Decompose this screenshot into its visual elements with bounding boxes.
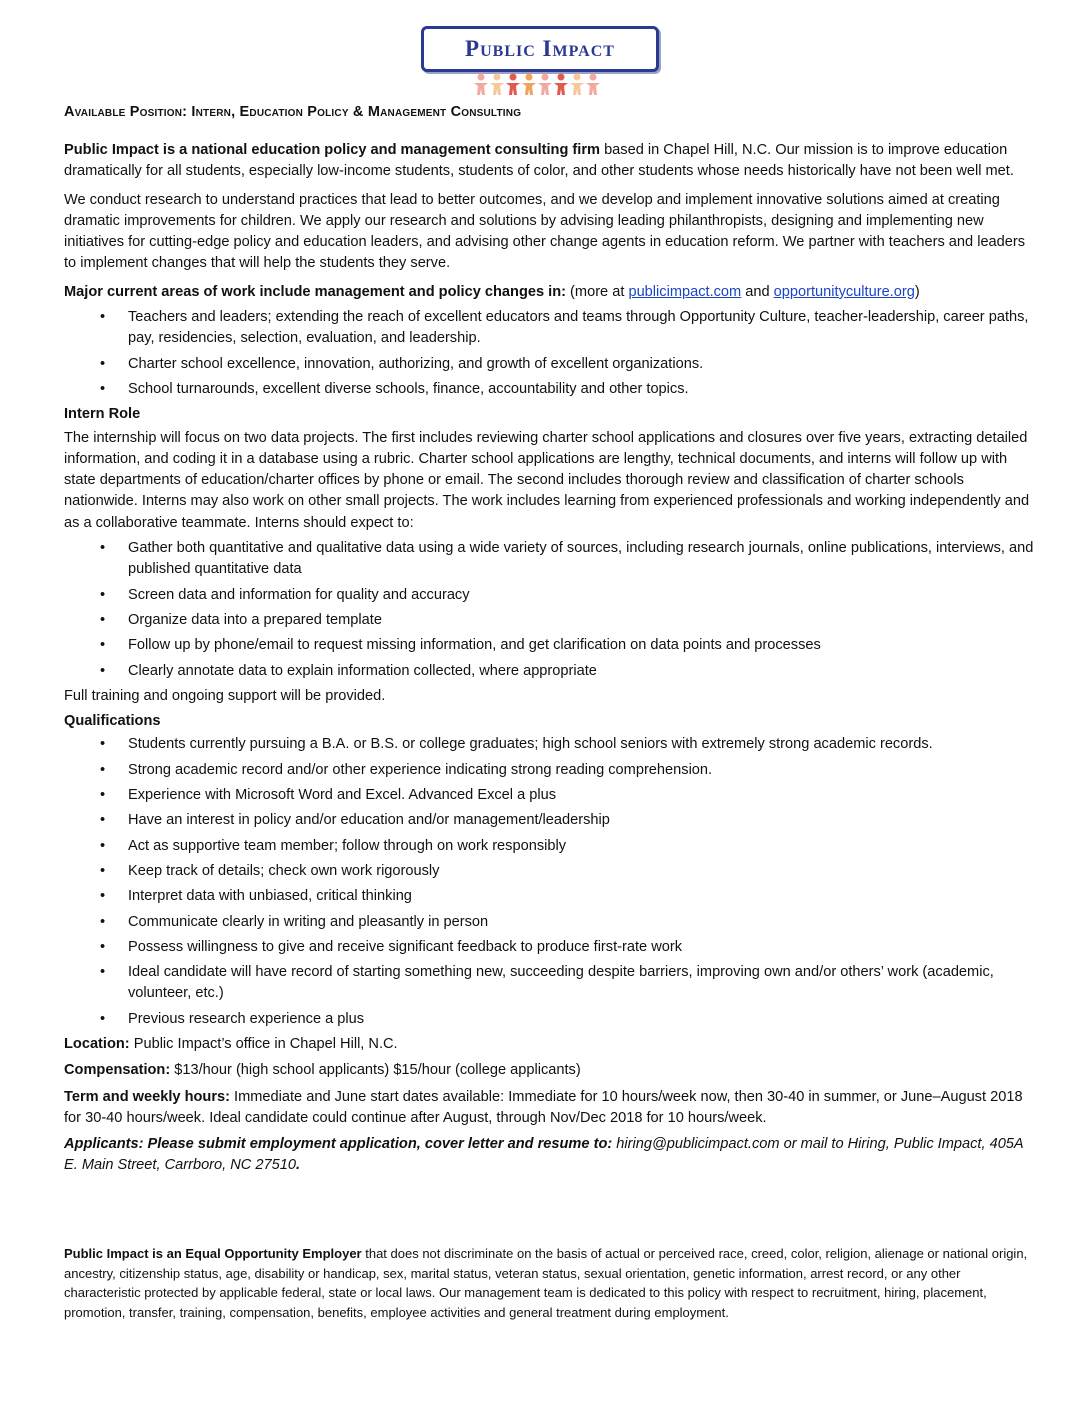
qualification-item (64, 886, 1040, 907)
qualification-item-text: Previous research experience a plus (128, 1010, 365, 1027)
work-area-item (64, 379, 1040, 400)
location-label: Location: (64, 1035, 130, 1052)
mission-paragraph: We conduct research to understand practices that lead to better outcomes, and we develop and implement innovative solutions aimed at creating dramatic improvements for children. We apply our research and solutions by advising leading philanthropists, designing and implementing new initiatives for cutting-edge policy and education leaders, and advising other change agents in education reform. We partner with teachers and leaders to implement changes that will help the students they serve. (64, 191, 1026, 272)
qualification-item (64, 785, 1040, 806)
apply-rest: hiring@publicimpact.com or mail to Hiring, Public Impact, 405A E. Main Street, Carrboro, NC 27510 (64, 1136, 1024, 1174)
qualifications-title: Qualifications (64, 713, 161, 730)
qualification-item (64, 836, 1040, 857)
work-areas-lead: Major current areas of work include management and policy changes in: (64, 283, 566, 300)
qualification-item-text: Have an interest in policy and/or education and/or management/leadership (128, 812, 610, 829)
intern-task-item-text: Organize data into a prepared template (128, 611, 382, 628)
intro-lead: Public Impact is a national education policy and management consulting firm (64, 142, 601, 158)
bullet-icon: • (100, 787, 106, 804)
qualifications-list (64, 734, 1040, 1030)
bullet-icon: • (100, 964, 106, 981)
bullet-icon: • (100, 913, 106, 930)
qualification-item (64, 760, 1040, 781)
intern-task-item (64, 635, 1040, 656)
document-body (64, 140, 1040, 1184)
qualification-item (64, 937, 1040, 958)
qualification-item-text: Ideal candidate will have record of starting something new, succeeding despite barriers, improving own and/or others’ work (academic, volunteer, etc.) (128, 964, 994, 1002)
work-area-item-text: Charter school excellence, innovation, authorizing, and growth of excellent organizations. (128, 355, 704, 372)
intern-task-item (64, 585, 1040, 606)
bullet-icon: • (100, 812, 106, 829)
qualification-item (64, 962, 1040, 1005)
work-areas-intro (64, 282, 1040, 303)
term-line (64, 1087, 1040, 1130)
intern-task-item-text: Gather both quantitative and qualitative data using a wide variety of sources, including research journals, online publications, interviews, and published quantitative data (128, 540, 1034, 578)
work-areas-close: ) (914, 283, 920, 300)
compensation-line (64, 1060, 1040, 1081)
logo-box (421, 26, 659, 72)
work-area-item-text: Teachers and leaders; extending the reach of excellent educators and teams through Opportunity Culture, teacher-leadership, career paths, pay, residencies, selection, evaluation, and leadership. (128, 309, 1029, 347)
publicimpact-link[interactable]: publicimpact.com (628, 283, 742, 300)
bullet-icon: • (100, 1010, 106, 1027)
qualification-item-text: Interpret data with unbiased, critical thinking (128, 888, 412, 905)
eoe-lead: Public Impact is an Equal Opportunity Employer (64, 1246, 362, 1261)
intern-task-item-text: Screen data and information for quality and accuracy (128, 586, 470, 603)
location-value: Public Impact’s office in Chapel Hill, N.C. (129, 1035, 398, 1052)
opportunityculture-link[interactable]: opportunityculture.org (773, 283, 915, 300)
intern-task-item-text: Follow up by phone/email to request missing information, and get clarification on data points and processes (128, 637, 821, 654)
bullet-icon: • (100, 888, 106, 905)
position-heading: Available Position: Intern, Education Policy & Management Consulting (64, 104, 522, 120)
work-areas-and: and (741, 283, 774, 300)
term-label: Term and weekly hours: (64, 1088, 230, 1105)
bullet-icon: • (100, 586, 106, 603)
work-area-item (64, 354, 1040, 375)
bullet-icon: • (100, 761, 106, 778)
bullet-icon: • (100, 540, 106, 557)
intern-task-item (64, 610, 1040, 631)
compensation-label: Compensation: (64, 1062, 171, 1079)
intern-task-item (64, 538, 1040, 581)
qualification-item (64, 1009, 1040, 1030)
qualification-item (64, 734, 1040, 755)
bullet-icon: • (100, 637, 106, 654)
public-impact-logo (421, 26, 659, 98)
work-areas-more: (more at (566, 283, 629, 300)
bullet-icon: • (100, 837, 106, 854)
logo-text: Public Impact (465, 36, 615, 61)
qualification-item-text: Communicate clearly in writing and pleasantly in person (128, 913, 489, 930)
people-figures-icon (473, 72, 603, 96)
intro-paragraph (64, 140, 1040, 183)
apply-lead: Applicants: Please submit employment application, cover letter and resume to: (64, 1136, 613, 1153)
qualification-item (64, 912, 1040, 933)
training-note: Full training and ongoing support will be provided. (64, 687, 386, 704)
intern-role-title: Intern Role (64, 406, 141, 423)
intro-rest: based in Chapel Hill, N.C. Our mission is to improve education dramatically for all students, especially low-income students, students of color, and other students whose needs historically have not been well met. (64, 142, 1014, 180)
bullet-icon: • (100, 862, 106, 879)
location-line (64, 1034, 1040, 1055)
bullet-icon: • (100, 662, 106, 679)
intern-task-item-text: Clearly annotate data to explain information collected, where appropriate (128, 662, 597, 679)
bullet-icon: • (100, 938, 106, 955)
term-value: Immediate and June start dates available: Immediate for 10 hours/week now, then 30-40 in summer, or June–August 2018 for 30-40 hours/week. Ideal candidate could continue after August, through Nov/Dec 2018 for 10 hours/week. (64, 1088, 1023, 1126)
intern-role-paragraph: The internship will focus on two data projects. The first includes reviewing charter school applications and closures over five years, extracting detailed information, and coding it in a database using a rubric. Charter school applications are lengthy, technical documents, and interns will follow up with state departments of education/charter offices by phone or email. The second includes thorough review and classification of charter schools nationwide. Interns may also work on other small projects. The work includes learning from experienced professionals and working independently and as a collaborative teammate. Interns should expect to: (64, 429, 1030, 531)
eoe-text: that does not discriminate on the basis of actual or perceived race, creed, color, religion, alienage or national origin, ancestry, citizenship status, age, disability or handicap, sex, marital status, veteran status, sexual orientation, genetic information, arrest record, or any other characteristic protected by applicable federal, state or local laws. Our management team is dedicated to this policy with respect to recruitment, hiring, placement, promotion, transfer, training, compensation, benefits, employee activities and general treatment during employment. (64, 1246, 1028, 1320)
bullet-icon: • (100, 355, 106, 372)
qualification-item-text: Act as supportive team member; follow through on work responsibly (128, 837, 567, 854)
bullet-icon: • (100, 611, 106, 628)
qualification-item-text: Keep track of details; check own work rigorously (128, 862, 440, 879)
qualification-item-text: Possess willingness to give and receive significant feedback to produce first-rate work (128, 938, 683, 955)
qualification-item-text: Experience with Microsoft Word and Excel. Advanced Excel a plus (128, 787, 557, 804)
bullet-icon: • (100, 380, 106, 397)
qualification-item-text: Strong academic record and/or other experience indicating strong reading comprehension. (128, 761, 713, 778)
qualification-item (64, 810, 1040, 831)
intern-task-item (64, 661, 1040, 682)
eoe-statement (64, 1244, 1040, 1322)
work-area-item (64, 307, 1040, 350)
bullet-icon: • (100, 309, 106, 326)
compensation-value: $13/hour (high school applicants) $15/hour (college applicants) (170, 1062, 581, 1079)
work-areas-list (64, 307, 1040, 400)
bullet-icon: • (100, 736, 106, 753)
qualification-item (64, 861, 1040, 882)
apply-end: . (295, 1157, 301, 1174)
qualification-item-text: Students currently pursuing a B.A. or B.S. or college graduates; high school seniors with extremely strong academic records. (128, 736, 933, 753)
intern-tasks-list (64, 538, 1040, 682)
apply-line (64, 1134, 1040, 1177)
work-area-item-text: School turnarounds, excellent diverse schools, finance, accountability and other topics. (128, 380, 689, 397)
